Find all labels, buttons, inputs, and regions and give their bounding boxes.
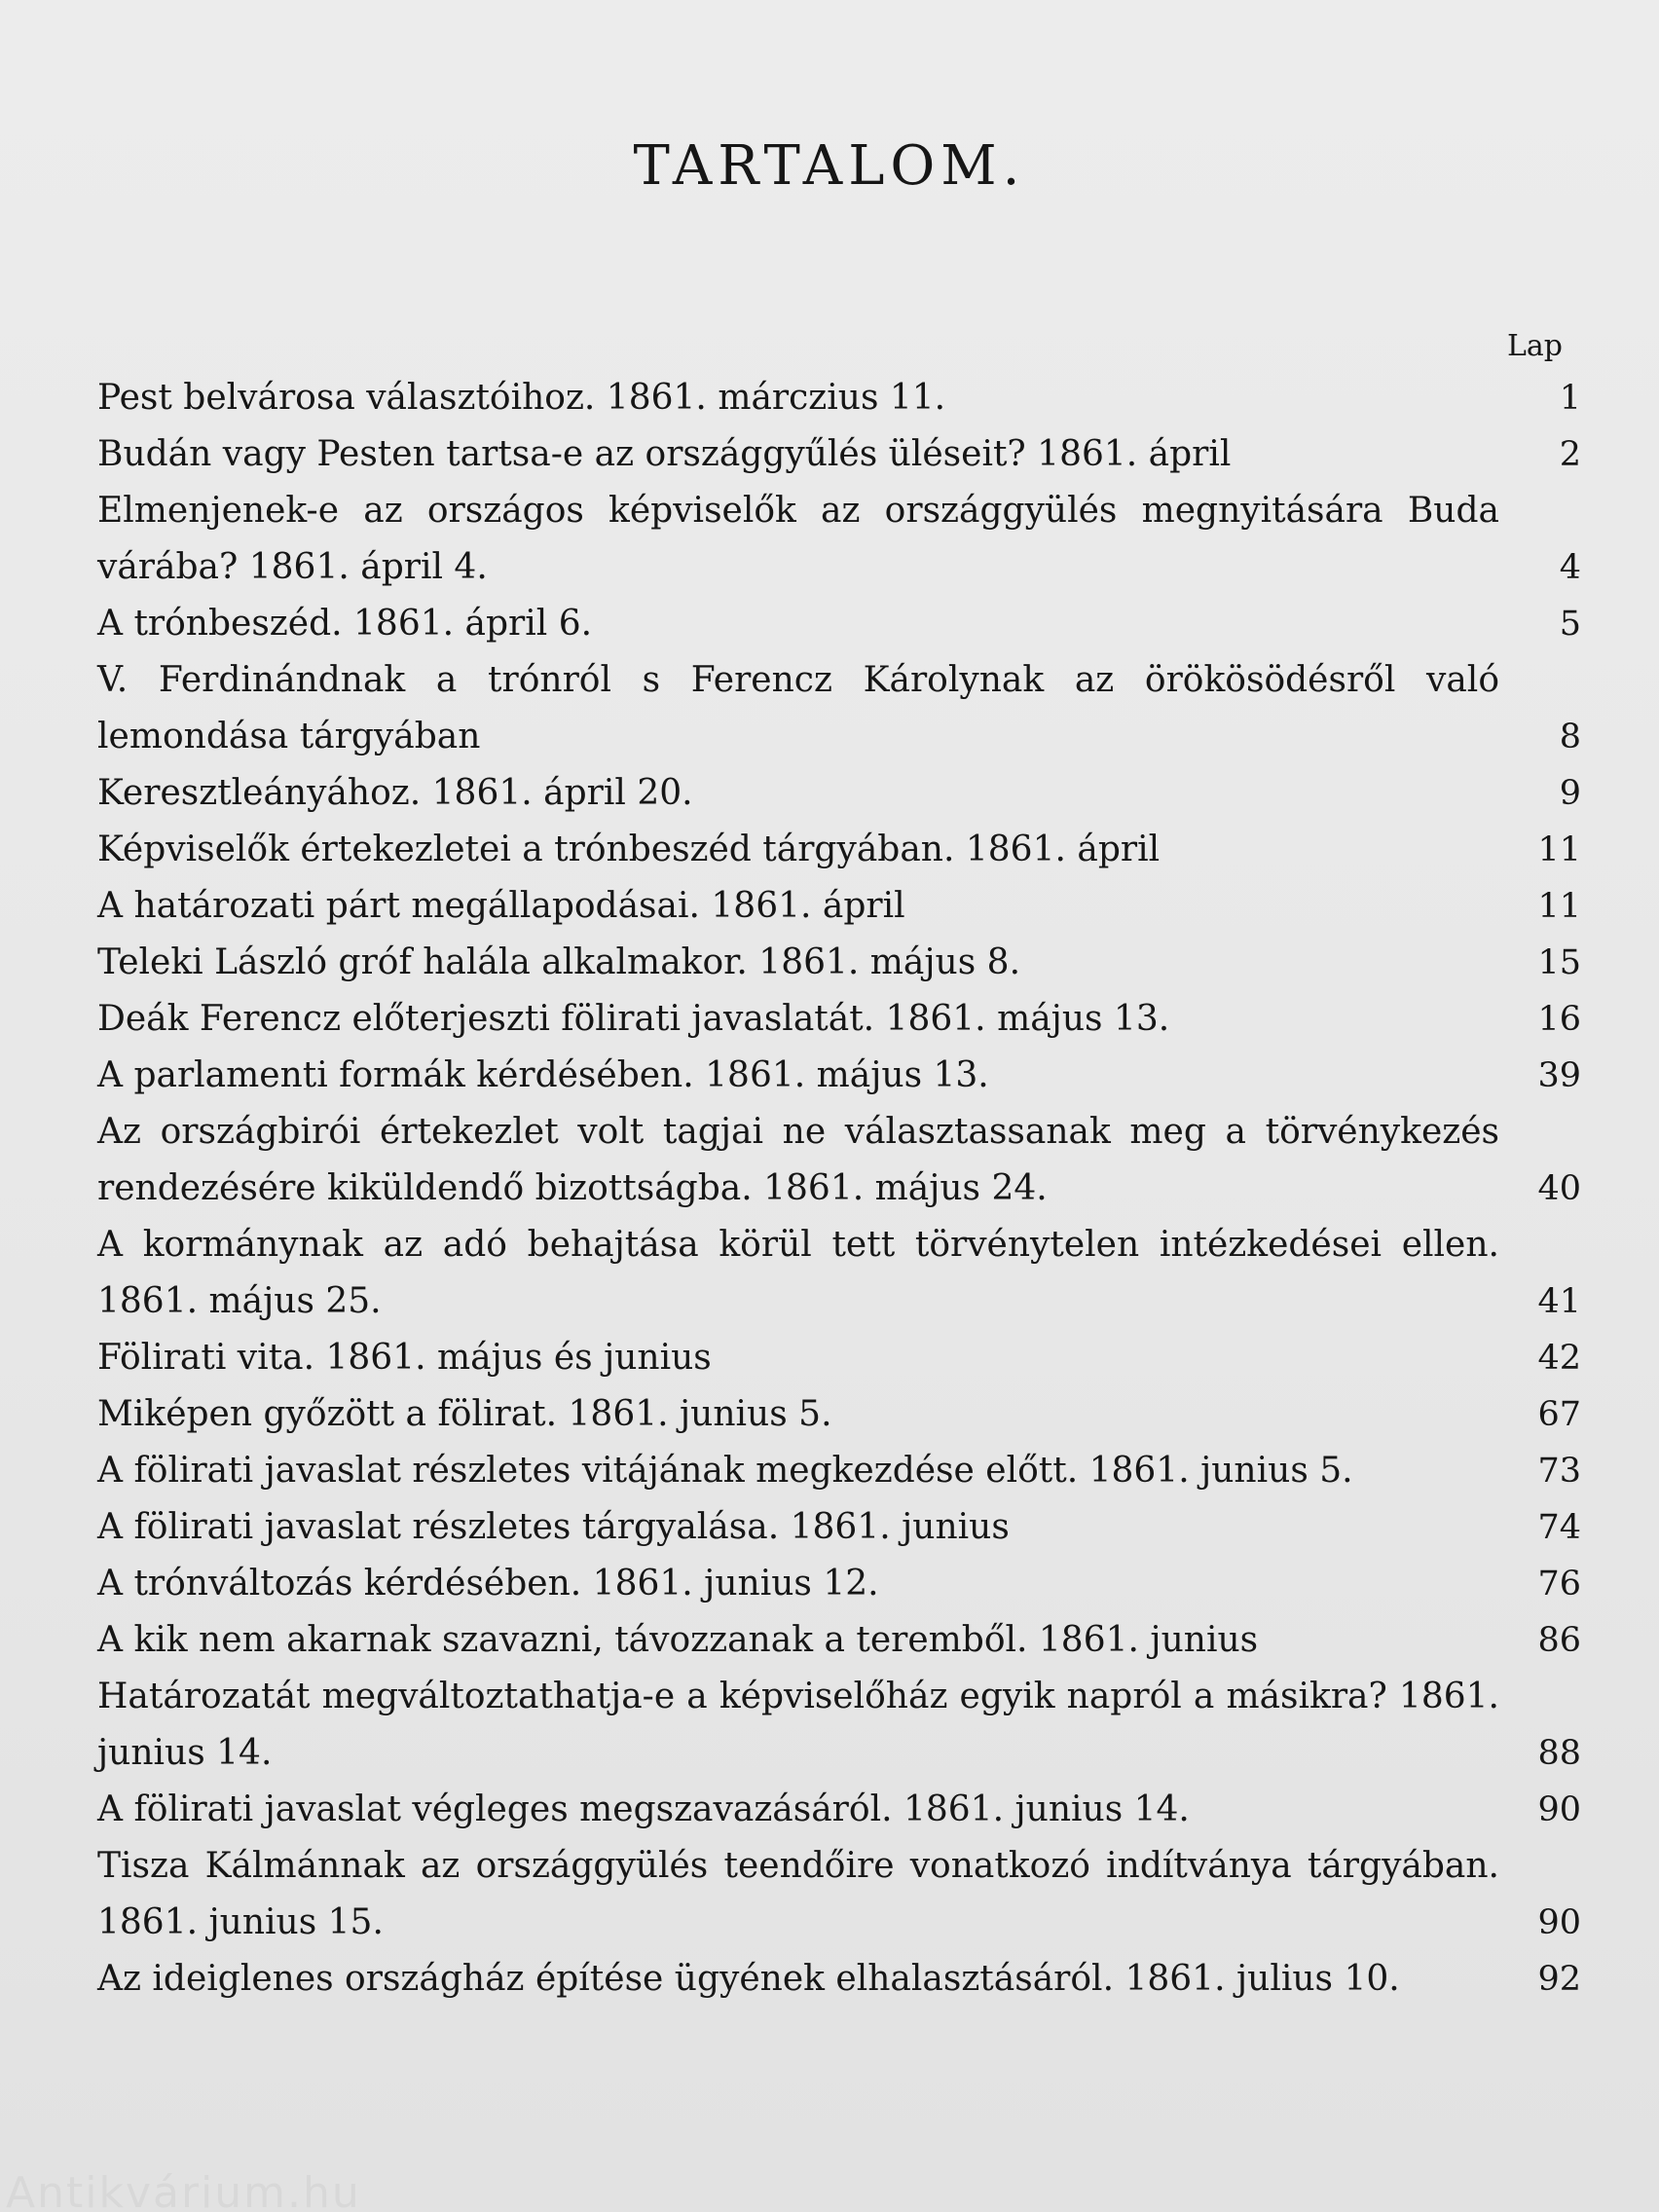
- toc-entry-title: A határozati párt megállapodásai. 1861. ápril: [97, 886, 905, 926]
- toc-entry-title: Pest belvárosa választóihoz. 1861. márczius 11.: [97, 378, 946, 418]
- toc-entry-page-number: 11: [1537, 887, 1581, 926]
- page-column-header: Lap: [1507, 329, 1564, 363]
- toc-entry: [97, 1782, 1581, 1838]
- toc-entry-title: Az ideiglenes országház építése ügyének elhalasztásáról. 1861. julius 10.: [97, 1959, 1400, 1999]
- toc-entry-page-number: 1: [1559, 379, 1581, 418]
- toc-entry-title: Elmenjenek-e az országos képviselők az országgyülés megnyitására Buda várába? 1861. ápril 4.: [97, 491, 1499, 587]
- toc-entry-page-number: 2: [1559, 435, 1581, 474]
- toc-entry: [97, 878, 1581, 935]
- toc-entry-page-number: 5: [1559, 605, 1581, 644]
- toc-entry-title: V. Ferdinándnak a trónról s Ferencz Károlynak az örökösödésről való lemondása tárgyában: [97, 660, 1499, 756]
- toc-entry-title: Az országbirói értekezlet volt tagjai ne választassanak meg a törvénykezés rendezésére kiküldendő bizottságba. 1861. május 24.: [97, 1112, 1499, 1208]
- toc-entry-page-number: 88: [1537, 1734, 1581, 1773]
- toc-entry-title: Miképen győzött a fölirat. 1861. junius 5.: [97, 1394, 832, 1434]
- toc-entry-page-number: 40: [1537, 1169, 1581, 1208]
- toc-entry-title: Képviselők értekezletei a trónbeszéd tárgyában. 1861. ápril: [97, 830, 1161, 869]
- toc-entry: [97, 1669, 1581, 1782]
- toc-entry-title: Fölirati vita. 1861. május és junius: [97, 1338, 712, 1378]
- toc-entry-page-number: 41: [1537, 1282, 1581, 1321]
- toc-entry-title: Határozatát megváltoztathatja-e a képviselőház egyik napról a másikra? 1861. junius 14.: [97, 1677, 1499, 1773]
- toc-entry: [97, 483, 1581, 596]
- toc-entry: [97, 935, 1581, 991]
- toc-entry-page-number: 4: [1559, 548, 1581, 587]
- toc-entry: [97, 1104, 1581, 1217]
- toc-entry-title: A fölirati javaslat végleges megszavazásáról. 1861. junius 14.: [97, 1789, 1190, 1829]
- toc-entry-page-number: 42: [1537, 1339, 1581, 1378]
- toc-entry-page-number: 73: [1537, 1452, 1581, 1491]
- toc-entry-title: A kik nem akarnak szavazni, távozzanak a teremből. 1861. junius: [97, 1620, 1259, 1660]
- toc-entry-title: A kormánynak az adó behajtása körül tett törvénytelen intézkedései ellen. 1861. május 25.: [97, 1225, 1499, 1321]
- toc-entry: [97, 1048, 1581, 1104]
- toc-entry: [97, 1556, 1581, 1612]
- toc-entry: [97, 765, 1581, 822]
- toc-entry: [97, 652, 1581, 765]
- toc-entry-page-number: 15: [1537, 943, 1581, 982]
- toc-entry: [97, 370, 1581, 426]
- toc-entry-title: Teleki László gróf halála alkalmakor. 1861. május 8.: [97, 942, 1021, 982]
- toc-entry: [97, 822, 1581, 878]
- toc-entry-page-number: 90: [1537, 1790, 1581, 1829]
- toc-entry-page-number: 74: [1537, 1508, 1581, 1547]
- toc-entry-page-number: 90: [1537, 1903, 1581, 1942]
- toc-entry-title: Tisza Kálmánnak az országgyülés teendőire vonatkozó indítványa tárgyában. 1861. junius 15.: [97, 1846, 1499, 1942]
- toc-entry: [97, 426, 1581, 483]
- table-of-contents: [97, 370, 1581, 2008]
- toc-entry: [97, 1951, 1581, 2008]
- toc-entry-title: A parlamenti formák kérdésében. 1861. május 13.: [97, 1055, 989, 1095]
- toc-entry-page-number: 8: [1559, 718, 1581, 756]
- toc-entry-title: A fölirati javaslat részletes vitájának megkezdése előtt. 1861. junius 5.: [97, 1451, 1353, 1491]
- toc-entry: [97, 1838, 1581, 1951]
- toc-entry: [97, 1386, 1581, 1443]
- toc-entry-title: A trónbeszéd. 1861. ápril 6.: [97, 604, 593, 644]
- toc-entry: [97, 1217, 1581, 1330]
- toc-entry: [97, 1443, 1581, 1499]
- toc-entry: [97, 1612, 1581, 1669]
- toc-entry-page-number: 67: [1537, 1395, 1581, 1434]
- toc-entry-title: Budán vagy Pesten tartsa-e az országgyűlés üléseit? 1861. ápril: [97, 434, 1232, 474]
- toc-entry-title: Keresztleányához. 1861. ápril 20.: [97, 773, 693, 813]
- toc-entry-title: Deák Ferencz előterjeszti fölirati javaslatát. 1861. május 13.: [97, 999, 1170, 1039]
- toc-entry-page-number: 76: [1537, 1565, 1581, 1604]
- toc-entry-page-number: 11: [1537, 830, 1581, 869]
- toc-entry: [97, 1499, 1581, 1556]
- watermark: Antikvárium.hu: [6, 2168, 361, 2212]
- toc-entry: [97, 991, 1581, 1048]
- toc-entry: [97, 596, 1581, 652]
- toc-entry-title: A fölirati javaslat részletes tárgyalása. 1861. junius: [97, 1507, 1010, 1547]
- toc-entry-page-number: 39: [1537, 1056, 1581, 1095]
- toc-entry-page-number: 16: [1537, 1000, 1581, 1039]
- toc-entry: [97, 1330, 1581, 1386]
- toc-entry-page-number: 92: [1537, 1960, 1581, 1999]
- page-title: TARTALOM.: [633, 134, 1026, 198]
- toc-entry-page-number: 86: [1537, 1621, 1581, 1660]
- toc-entry-page-number: 9: [1559, 774, 1581, 813]
- toc-entry-title: A trónváltozás kérdésében. 1861. junius 12.: [97, 1564, 879, 1604]
